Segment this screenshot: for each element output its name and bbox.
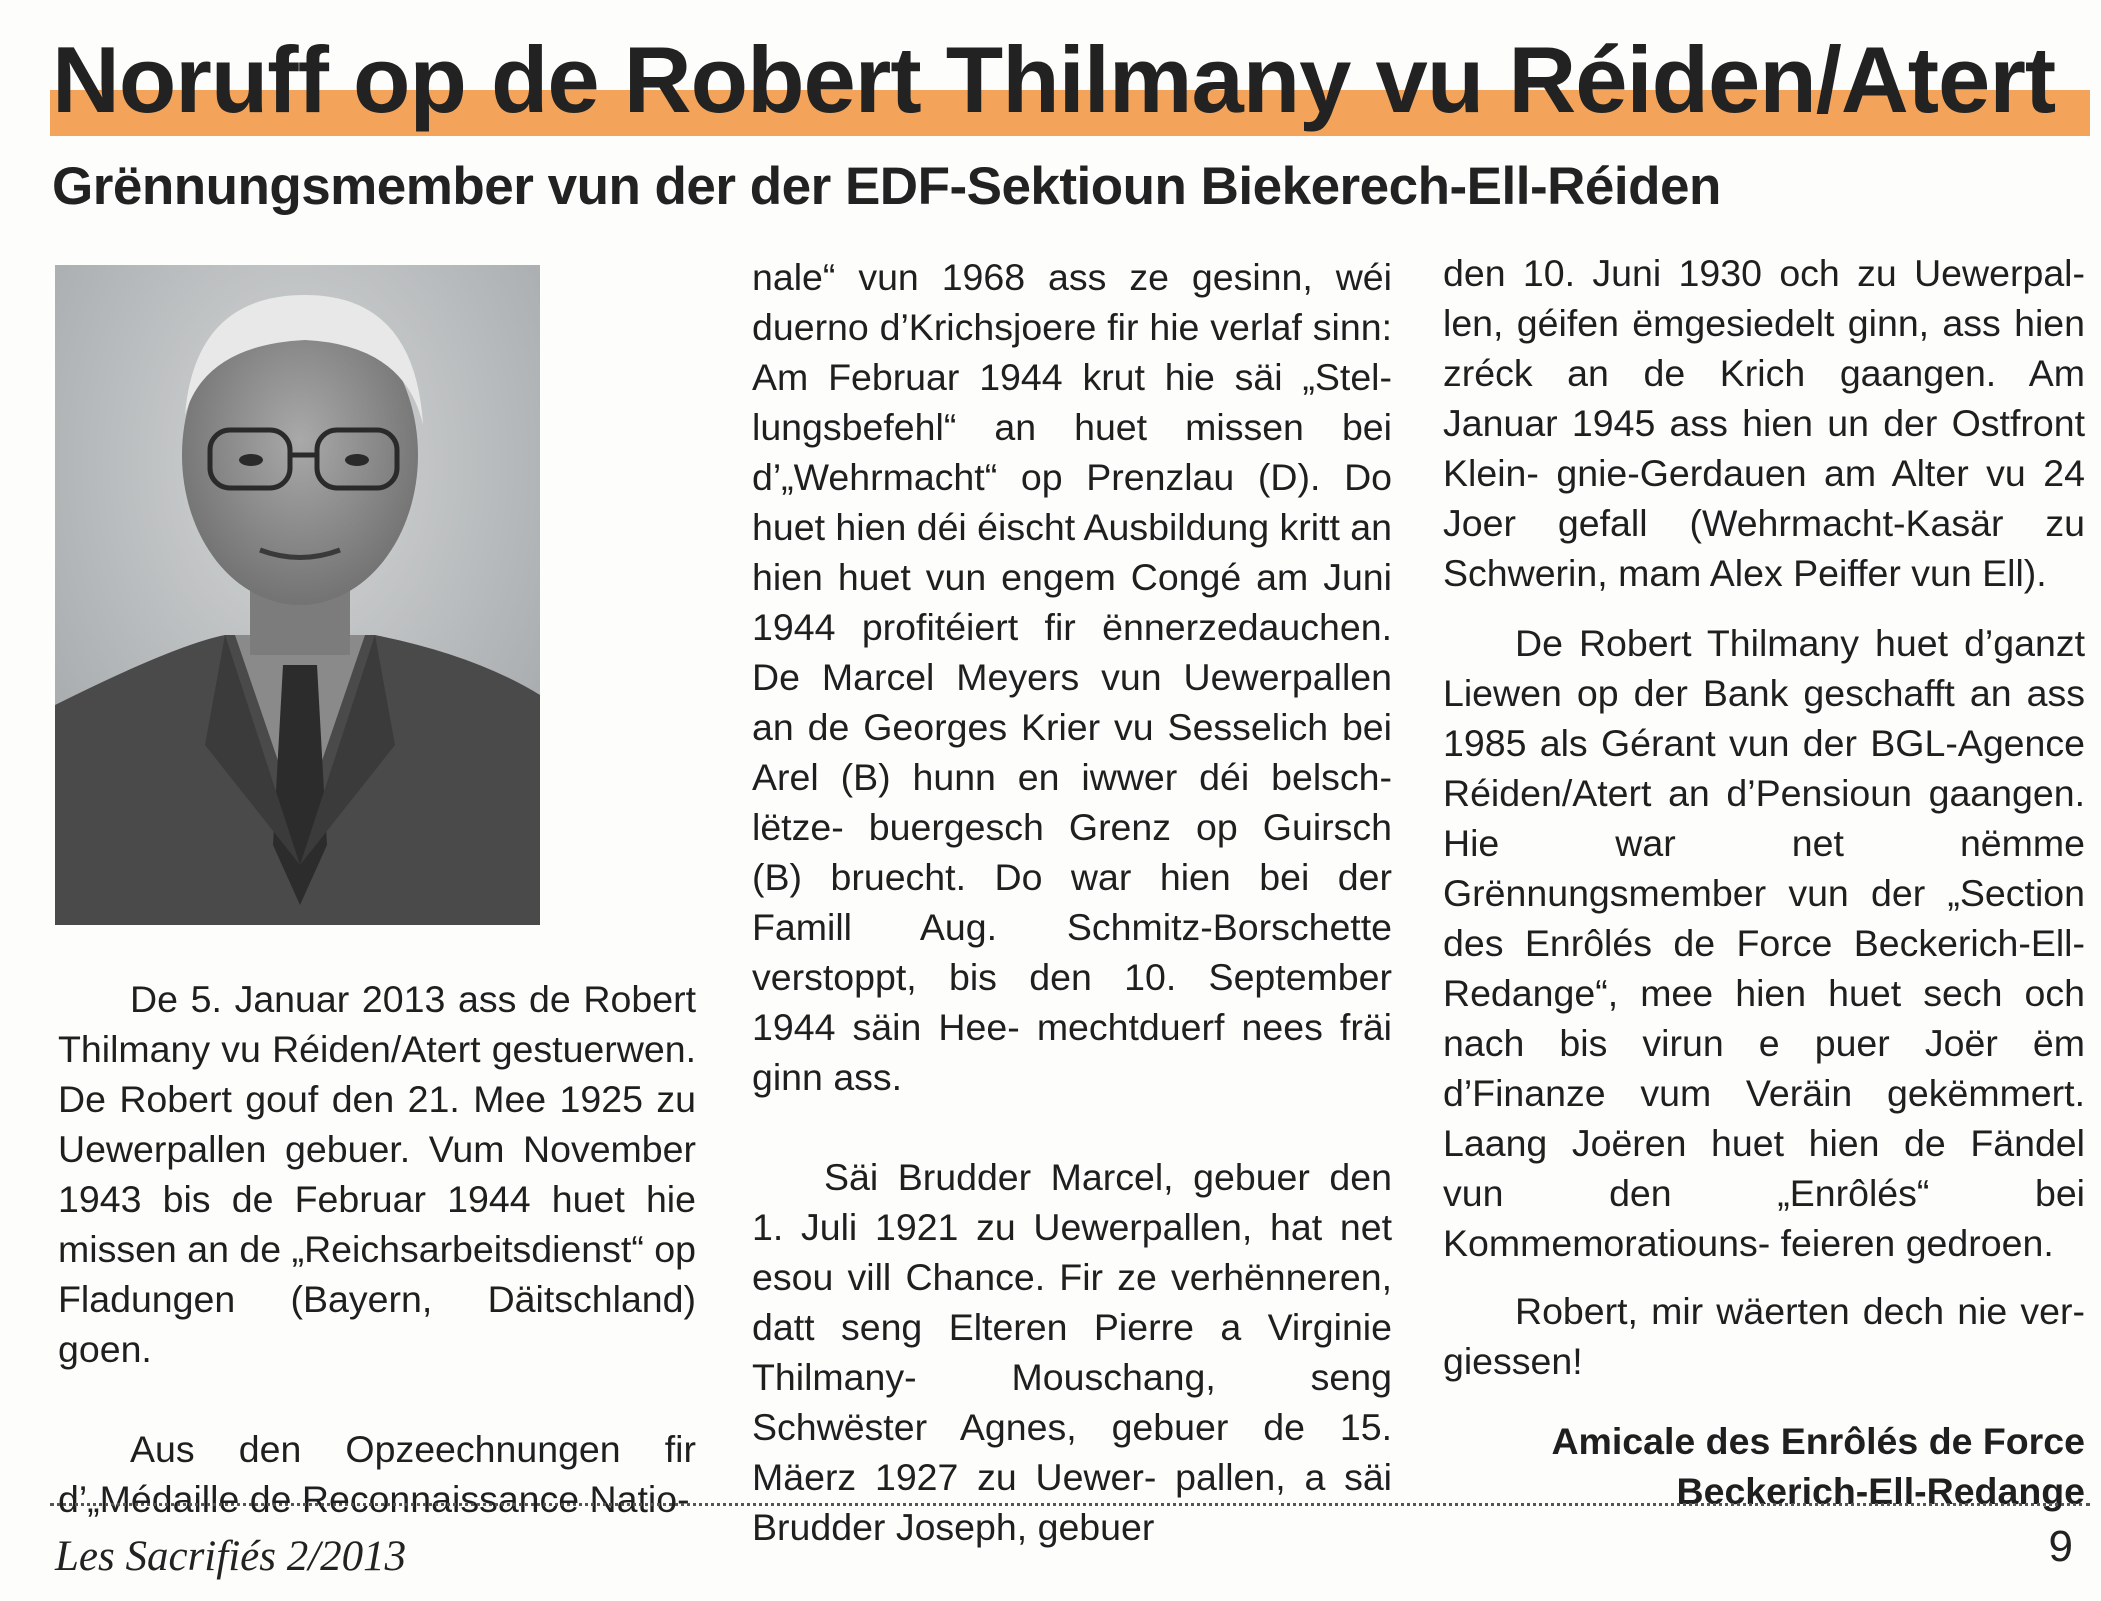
paragraph-career: De Robert Thilmany huet d’ganzt Liewen op der Bank geschafft an ass 1985 als Gérant vun der BGL-Agence Réiden/Atert an d’Pensioun gaangen. Hie war net nëmme Grënnungsmember vun der „Section des Enrôlés de Force Beckerich-Ell-Redange“, mee hien huet sech och nach bis virun e puer Joër ëm d’Finanze vum Veräin gekëmmert. Laang Joëren huet hien de Fändel vun den „Enrôlés“ bei Kommemoratiouns- feieren gedroen. [1443, 622, 2086, 1264]
page-number: 9 [2048, 1522, 2073, 1571]
article-column-3 [1443, 248, 2085, 1516]
signature-line-2: Beckerich-Ell-Redange [1676, 1470, 2085, 1512]
portrait-photo-icon [55, 265, 540, 925]
paragraph-brother: Säi Brudder Marcel, gebuer den 1. Juli 1921 zu Uewerpallen, hat net esou vill Chance. Fir ze verhënneren, datt seng Elteren Pierre a Virginie Thilmany- Mouschang, seng Schwëster Agnes, gebuer de 15. Mäerz 1927 zu Uewer- pallen, a säi Brudder Joseph, gebuer [752, 1156, 1393, 1548]
article-column-2 [752, 252, 1392, 1552]
footer-divider [50, 1503, 2090, 1506]
paragraph-brother-cont: den 10. Juni 1930 och zu Uewerpal- len, géifen ëmgesiedelt ginn, ass hien zréck an de Krich gaangen. Am Januar 1945 ass hien un der Ostfront Klein- gnie-Gerdauen am Alter vu 24 Joer gefall (Wehrmacht-Kasär zu Schwerin, mam Alex Peiffer vun Ell). [1443, 252, 2086, 594]
article-title: Noruff op de Robert Thilmany vu Réiden/Atert [52, 27, 2056, 132]
paragraph-war-years: nale“ vun 1968 ass ze gesinn, wéi duerno d’Krichsjoere fir hie verlaf sinn: Am Februar 1944 krut hie säi „Stel- lungsbefehl“ an huet missen bei d’„Wehrmacht“ op Prenzlau (D). Do huet hien déi éischt Ausbildung kritt an hien huet vun engem Congé am Juni 1944 profitéiert fir ënnerzedauchen. De Marcel Meyers vun Uewerpallen an de Georges Krier vu Sesselich bei Arel (B) hunn en iwwer déi belsch-lëtze- buergesch Grenz op Guirsch (B) bruecht. Do war hien bei der Famill Aug. Schmitz-Borschette verstoppt, bis den 10. September 1944 säin Hee- mechtduerf nees fräi ginn ass. [752, 256, 1393, 1098]
publication-name: Les Sacrifiés 2/2013 [55, 1533, 407, 1580]
paragraph-records: Aus den Opzeechnungen fir d’„Médaille de Reconnaissance Natio- [58, 1428, 696, 1520]
signature [1443, 1416, 2085, 1516]
article-subtitle: Grënnungsmember vun der der EDF-Sektioun Biekerech-Ell-Réiden [52, 157, 1721, 216]
paragraph-farewell: Robert, mir wäerten dech nie ver- giessen! [1443, 1290, 2085, 1382]
portrait-photo [55, 265, 540, 925]
signature-line-1: Amicale des Enrôlés de Force [1551, 1420, 2085, 1462]
paragraph-birth: De 5. Januar 2013 ass de Robert Thilmany vu Réiden/Atert gestuerwen. De Robert gouf den 21. Mee 1925 zu Uewerpallen gebuer. Vum November 1943 bis de Februar 1944 huet hie missen an de „Reichsarbeitsdienst“ op Fladungen (Bayern, Däitschland) goen. [58, 978, 696, 1370]
article-column-1 [58, 974, 696, 1524]
